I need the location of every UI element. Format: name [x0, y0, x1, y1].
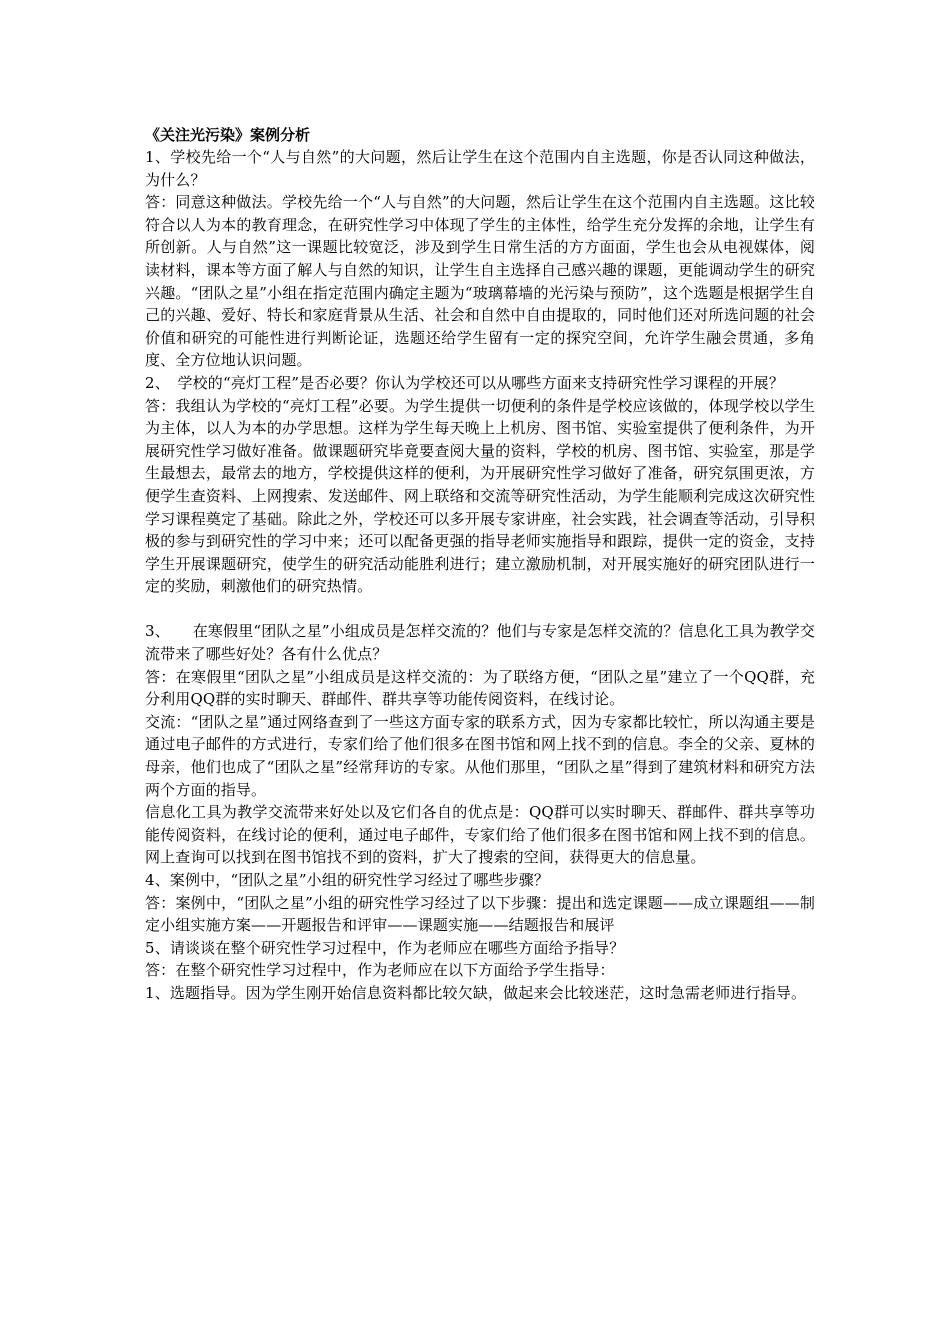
question-3: 3、 在寒假里“团队之星”小组成员是怎样交流的？他们与专家是怎样交流的？信息化工具为教学交流带来了哪些好处？各有什么优点？: [145, 622, 815, 664]
document-title: 《关注光污染》案例分析: [145, 126, 311, 144]
question-4: 4、案例中，“团队之星”小组的研究性学习经过了哪些步骤？: [145, 871, 550, 889]
answer-3-experts: 交流：“团队之星”通过网络查到了一些这方面专家的联系方式，因为专家都比较忙，所以沟通主要是通过电子邮件的方式进行，专家们给了他们很多在图书馆和网上找不到的信息。李全的父亲、夏林的母亲，他们也成了“团队之星”经常拜访的专家。从他们那里，“团队之星”得到了建筑材料和研究方法两个方面的指导。: [145, 712, 815, 799]
question-5: 5、请谈谈在整个研究性学习过程中，作为老师应在哪些方面给予指导？: [145, 938, 625, 957]
answer-3-tools: 信息化工具为教学交流带来好处以及它们各自的优点是：QQ群可以实时聊天、群邮件、群共享等功能传阅资料，在线讨论的便利，通过电子邮件，专家们给了他们很多在图书馆和网上找不到的信息。网上查询可以找到在图书馆找不到的资料，扩大了搜索的空间，获得更大的信息量。: [145, 803, 815, 867]
document-page: [145, 124, 815, 1005]
blank-line: [145, 598, 815, 621]
question-1: 1、学校先给一个“人与自然”的大问题，然后让学生在这个范围内自主选题，你是否认同这种做法，为什么？: [145, 148, 815, 189]
answer-3-members: 答：在寒假里“团队之星”小组成员是这样交流的：为了联络方便，“团队之星”建立了一个QQ群，充分利用QQ群的实时聊天、群邮件、群共享等功能传阅资料，在线讨论。: [145, 667, 815, 709]
answer-2: 答：我组认为学校的“亮灯工程”必要。为学生提供一切便利的条件是学校应该做的，体现学校以学生为主体，以人为本的办学思想。这样为学生每天晚上上机房、图书馆、实验室提供了便利条件，为开展研究性学习做好准备。做课题研究毕竟要查阅大量的资料，学校的机房、图书馆、实验室，那是学生最想去，最常去的地方，学校提供这样的便利，为开展研究性学习做好了准备，研究氛围更浓，方便学生查资料、上网搜索、发送邮件、网上联络和交流等研究性活动，为学生能顺利完成这次研究性学习课程奠定了基础。除此之外，学校还可以多开展专家讲座，社会实践，社会调查等活动，引导积极的参与到研究性的学习中来；还可以配备更强的指导老师实施指导和跟踪，提供一定的资金，支持学生开展课题研究，使学生的研究活动能胜利进行；建立激励机制，对开展实施好的研究团队进行一定的奖励，刺激他们的研究热情。: [145, 396, 815, 596]
answer-5-item-1: 1、选题指导。因为学生刚开始信息资料都比较欠缺，做起来会比较迷茫，这时急需老师进行指导。: [145, 983, 807, 1002]
answer-5-intro: 答：在整个研究性学习过程中，作为老师应在以下方面给予学生指导：: [145, 961, 615, 980]
question-2: 2、 学校的“亮灯工程”是否必要？你认为学校还可以从哪些方面来支持研究性学习课程的开展？: [145, 373, 784, 392]
answer-4: 答：案例中，“团队之星”小组的研究性学习经过了以下步骤：提出和选定课题——成立课题组——制定小组实施方案——开题报告和评审——课题实施——结题报告和展评: [145, 893, 815, 935]
answer-1: 答：同意这种做法。学校先给一个“人与自然”的大问题，然后让学生在这个范围内自主选题。这比较符合以人为本的教育理念，在研究性学习中体现了学生的主体性，给学生充分发挥的余地，让学生有所创新。人与自然”这一课题比较宽泛，涉及到学生日常生活的方方面面，学生也会从电视媒体，阅读材料，课本等方面了解人与自然的知识，让学生自主选择自己感兴趣的课题，更能调动学生的研究兴趣。“团队之星”小组在指定范围内确定主题为“玻璃幕墙的光污染与预防”，这个选题是根据学生自己的兴趣、爱好、特长和家庭背景从生活、社会和自然中自由提取的，同时他们还对所选问题的社会价值和研究的可能性进行判断论证，选题还给学生留有一定的探究空间，允许学生融会贯通，多角度、全方位地认识问题。: [145, 193, 815, 370]
